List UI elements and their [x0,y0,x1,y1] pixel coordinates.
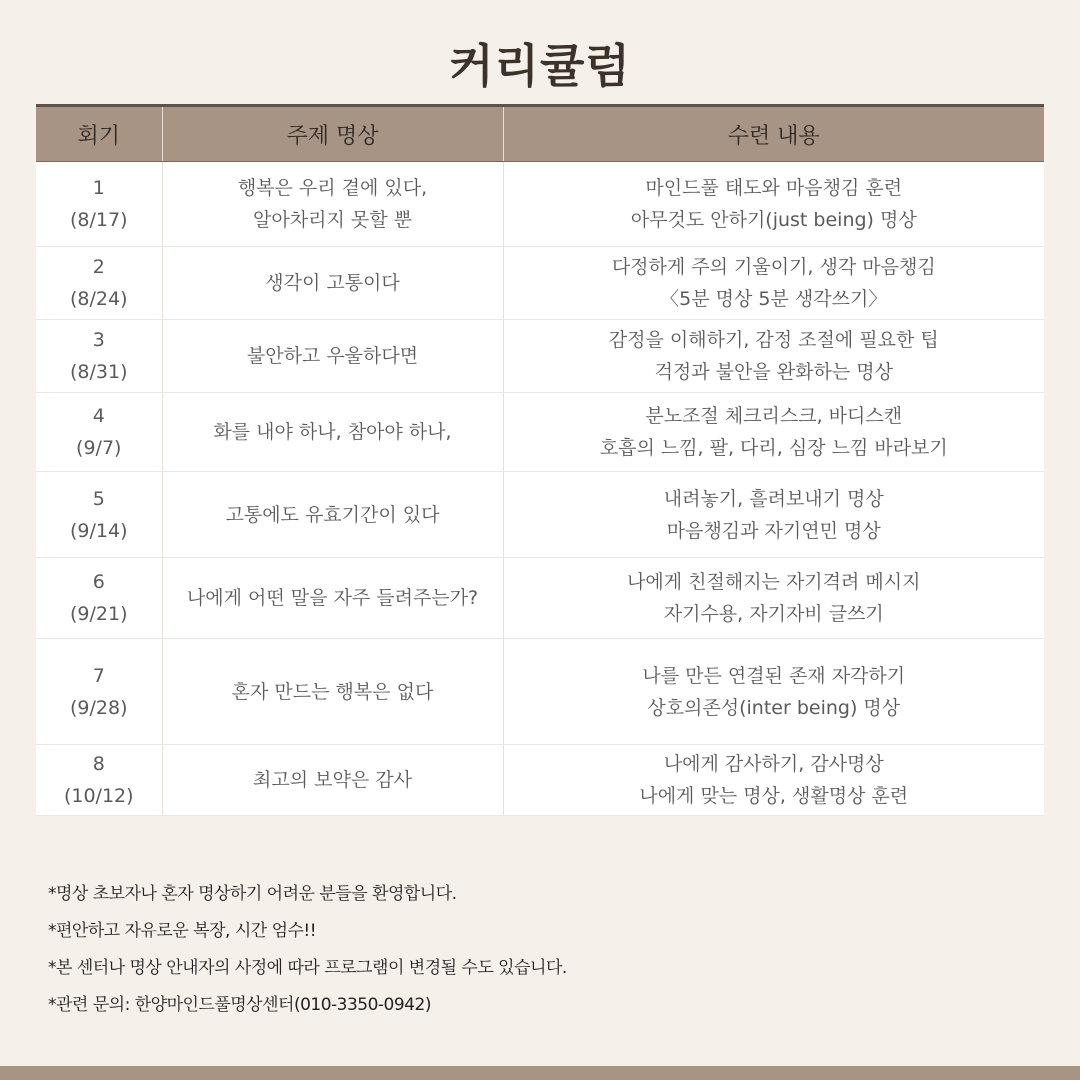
table-row [36,393,1044,472]
topic-cell [162,320,503,393]
session-number: 8 [92,753,105,775]
session-cell [36,393,162,472]
content-cell [503,639,1044,745]
table-header-row [36,107,1044,162]
session-number: 7 [92,664,105,687]
content-line: 감정을 이해하기, 감정 조절에 필요한 팁 [608,329,939,351]
table-row [36,247,1044,320]
session-cell [36,472,162,558]
content-line: 자기수용, 자기자비 글쓰기 [663,603,884,625]
session-number: 1 [92,177,105,199]
topic-cell [162,472,503,558]
header-session: 회기 [36,107,162,162]
note-line: *본 센터나 명상 안내자의 사정에 따라 프로그램이 변경될 수도 있습니다. [48,958,567,978]
content-line: 내려놓기, 흘려보내기 명상 [663,487,884,510]
session-date: (9/21) [70,603,128,625]
note-line: *명상 초보자나 혼자 명상하기 어려운 분들을 환영합니다. [48,884,457,904]
page-title: 커리큘럼 [449,39,631,93]
table-row [36,745,1044,816]
session-number: 3 [92,329,105,351]
session-cell [36,247,162,320]
bottom-accent-bar [0,1066,1080,1080]
table-row [36,639,1044,745]
content-line: 〈5분 명상 5분 생각쓰기〉 [660,288,888,310]
session-date: (8/17) [70,209,128,231]
session-date: (9/28) [70,696,128,719]
session-cell [36,320,162,393]
session-number: 5 [92,487,105,510]
table-row [36,558,1044,639]
header-topic: 주제 명상 [162,107,503,162]
topic-cell [162,393,503,472]
content-line: 상호의존성(inter being) 명상 [647,696,901,719]
topic-line: 알아차리지 못할 뿐 [253,209,412,231]
topic-line: 화를 내야 하나, 참아야 하나, [213,421,452,443]
session-number: 4 [92,405,105,427]
notes-section [48,876,1028,1024]
table-row [36,320,1044,393]
topic-cell [162,247,503,320]
curriculum-table-container [36,104,1044,816]
content-line: 분노조절 체크리스크, 바디스캔 [645,405,903,427]
content-cell [503,558,1044,639]
topic-line: 혼자 만드는 행복은 없다 [231,680,434,703]
header-content: 수련 내용 [503,107,1044,162]
content-cell [503,745,1044,816]
content-line: 나에게 감사하기, 감사명상 [663,753,884,775]
note-line: *관련 문의: 한양마인드풀명상센터(010-3350-0942) [48,995,431,1015]
content-line: 걱정과 불안을 완화하는 명상 [654,361,893,383]
topic-line: 생각이 고통이다 [265,272,400,294]
session-date: (8/24) [70,288,128,310]
session-date: (9/14) [70,519,128,542]
topic-cell [162,558,503,639]
note-line: *편안하고 자유로운 복장, 시간 엄수!! [48,921,317,941]
topic-cell [162,745,503,816]
session-date: (8/31) [70,361,128,383]
session-date: (10/12) [63,785,134,807]
content-cell [503,247,1044,320]
content-cell [503,393,1044,472]
content-line: 마인드풀 태도와 마음챙김 훈련 [645,177,903,199]
content-line: 나에게 맞는 명상, 생활명상 훈련 [639,785,909,807]
table-row [36,472,1044,558]
topic-line: 행복은 우리 곁에 있다, [237,177,428,199]
content-line: 마음챙김과 자기연민 명상 [666,519,881,542]
content-line: 다정하게 주의 기울이기, 생각 마음챙김 [611,256,936,278]
session-number: 6 [92,571,105,593]
session-number: 2 [92,256,105,278]
content-cell [503,472,1044,558]
session-cell [36,639,162,745]
topic-line: 불안하고 우울하다면 [246,345,419,367]
content-cell [503,162,1044,247]
session-date: (9/7) [76,437,122,459]
topic-cell [162,162,503,247]
session-cell [36,558,162,639]
topic-line: 최고의 보약은 감사 [253,769,412,791]
session-cell [36,745,162,816]
content-line: 호흡의 느낌, 팔, 다리, 심장 느낌 바라보기 [599,437,948,459]
topic-line: 고통에도 유효기간이 있다 [225,503,440,526]
content-line: 나를 만든 연결된 존재 자각하기 [642,664,906,687]
table-row [36,162,1044,247]
curriculum-table [36,107,1044,816]
topic-cell [162,639,503,745]
content-line: 아무것도 안하기(just being) 명상 [630,209,917,231]
session-cell [36,162,162,247]
content-line: 나에게 친절해지는 자기격려 메시지 [627,571,921,593]
topic-line: 나에게 어떤 말을 자주 들려주는가? [186,587,479,609]
content-cell [503,320,1044,393]
